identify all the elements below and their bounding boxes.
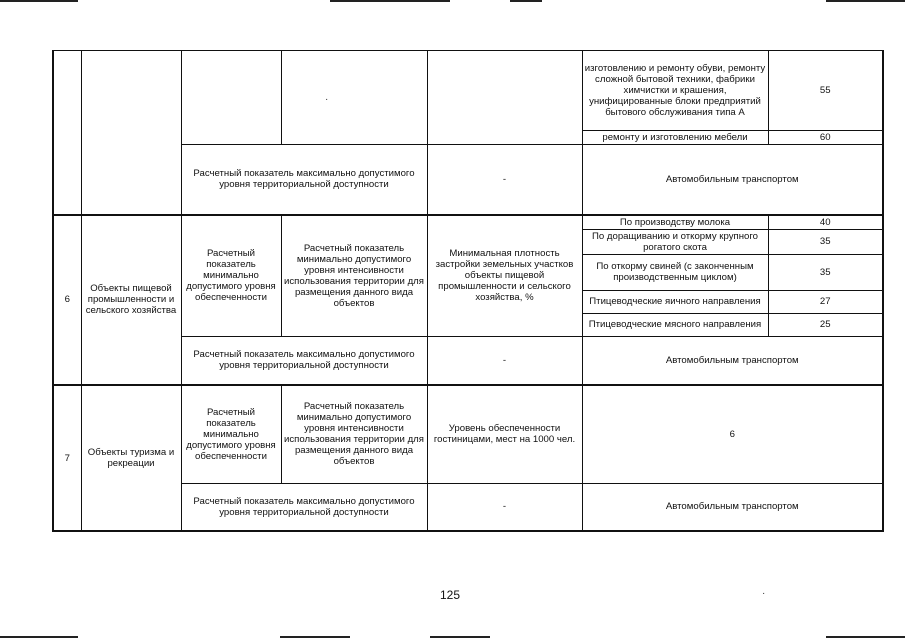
- scan-speck: ·: [325, 94, 329, 105]
- farm-value-cell: 27: [768, 290, 883, 313]
- section-number: 7: [53, 385, 81, 531]
- service-type-cell: изготовлению и ремонту обуви, ремонту сложной бытовой техники, фабрики химчистки и крашения, унифицированные блоки предприятий бытового обслуживания типа А: [582, 51, 768, 131]
- accessibility-dash: -: [427, 483, 582, 531]
- indicator-value: 6: [582, 385, 883, 483]
- farm-type-cell: Птицеводческие яичного направления: [582, 290, 768, 313]
- farm-type-cell: По откорму свиней (с законченным производственным циклом): [582, 254, 768, 290]
- accessibility-value: Автомобильным транспортом: [582, 336, 883, 385]
- regulation-table: [52, 50, 884, 532]
- farm-value-cell: 35: [768, 229, 883, 254]
- accessibility-value: Автомобильным транспортом: [582, 483, 883, 531]
- intensity-indicator: Расчетный показатель минимально допустимого уровня интенсивности использования территории для размещения данного вида объектов: [281, 215, 427, 337]
- indicator-type-cell-empty: [181, 51, 281, 145]
- farm-type-cell: Птицеводческие мясного направления: [582, 313, 768, 336]
- scan-edge-line: [0, 636, 78, 638]
- service-type-cell: ремонту и изготовлению мебели: [582, 131, 768, 145]
- scan-edge-line: [330, 0, 450, 2]
- accessibility-value: Автомобильным транспортом: [582, 145, 883, 215]
- scan-edge-line: [0, 0, 78, 2]
- service-value-cell: 55: [768, 51, 883, 131]
- farm-value-cell: 40: [768, 215, 883, 230]
- indicator-name: Минимальная плотность застройки земельных участков объекты пищевой промышленности и сельского хозяйства, %: [427, 215, 582, 337]
- scan-edge-line: [826, 636, 905, 638]
- provision-indicator: Расчетный показатель минимально допустимого уровня обеспеченности: [181, 385, 281, 483]
- accessibility-label: Расчетный показатель максимально допустимого уровня территориальной доступности: [181, 483, 427, 531]
- farm-type-cell: По производству молока: [582, 215, 768, 230]
- number-cell-empty: [53, 51, 81, 215]
- scan-edge-line: [430, 636, 490, 638]
- accessibility-label: Расчетный показатель максимально допустимого уровня территориальной доступности: [181, 145, 427, 215]
- indicator-name-cell-empty: [427, 51, 582, 145]
- accessibility-dash: -: [427, 336, 582, 385]
- scan-edge-line: [510, 0, 542, 2]
- farm-value-cell: 25: [768, 313, 883, 336]
- farm-value-cell: 35: [768, 254, 883, 290]
- section-number: 6: [53, 215, 81, 386]
- service-value-cell: 60: [768, 131, 883, 145]
- accessibility-dash: -: [427, 145, 582, 215]
- object-cell-empty: [81, 51, 181, 215]
- intensity-indicator: Расчетный показатель минимально допустимого уровня интенсивности использования территории для размещения данного вида объектов: [281, 385, 427, 483]
- provision-indicator: Расчетный показатель минимально допустимого уровня обеспеченности: [181, 215, 281, 337]
- object-name: Объекты пищевой промышленности и сельского хозяйства: [81, 215, 181, 386]
- accessibility-label: Расчетный показатель максимально допустимого уровня территориальной доступности: [181, 336, 427, 385]
- scan-speck: ·: [762, 588, 766, 599]
- farm-type-cell: По доращиванию и откорму крупного рогатого скота: [582, 229, 768, 254]
- page-number: 125: [439, 588, 461, 602]
- indicator-name: Уровень обеспеченности гостиницами, мест на 1000 чел.: [427, 385, 582, 483]
- scan-edge-line: [280, 636, 350, 638]
- intensity-cell-empty: [281, 51, 427, 145]
- scan-edge-line: [826, 0, 905, 2]
- object-name: Объекты туризма и рекреации: [81, 385, 181, 531]
